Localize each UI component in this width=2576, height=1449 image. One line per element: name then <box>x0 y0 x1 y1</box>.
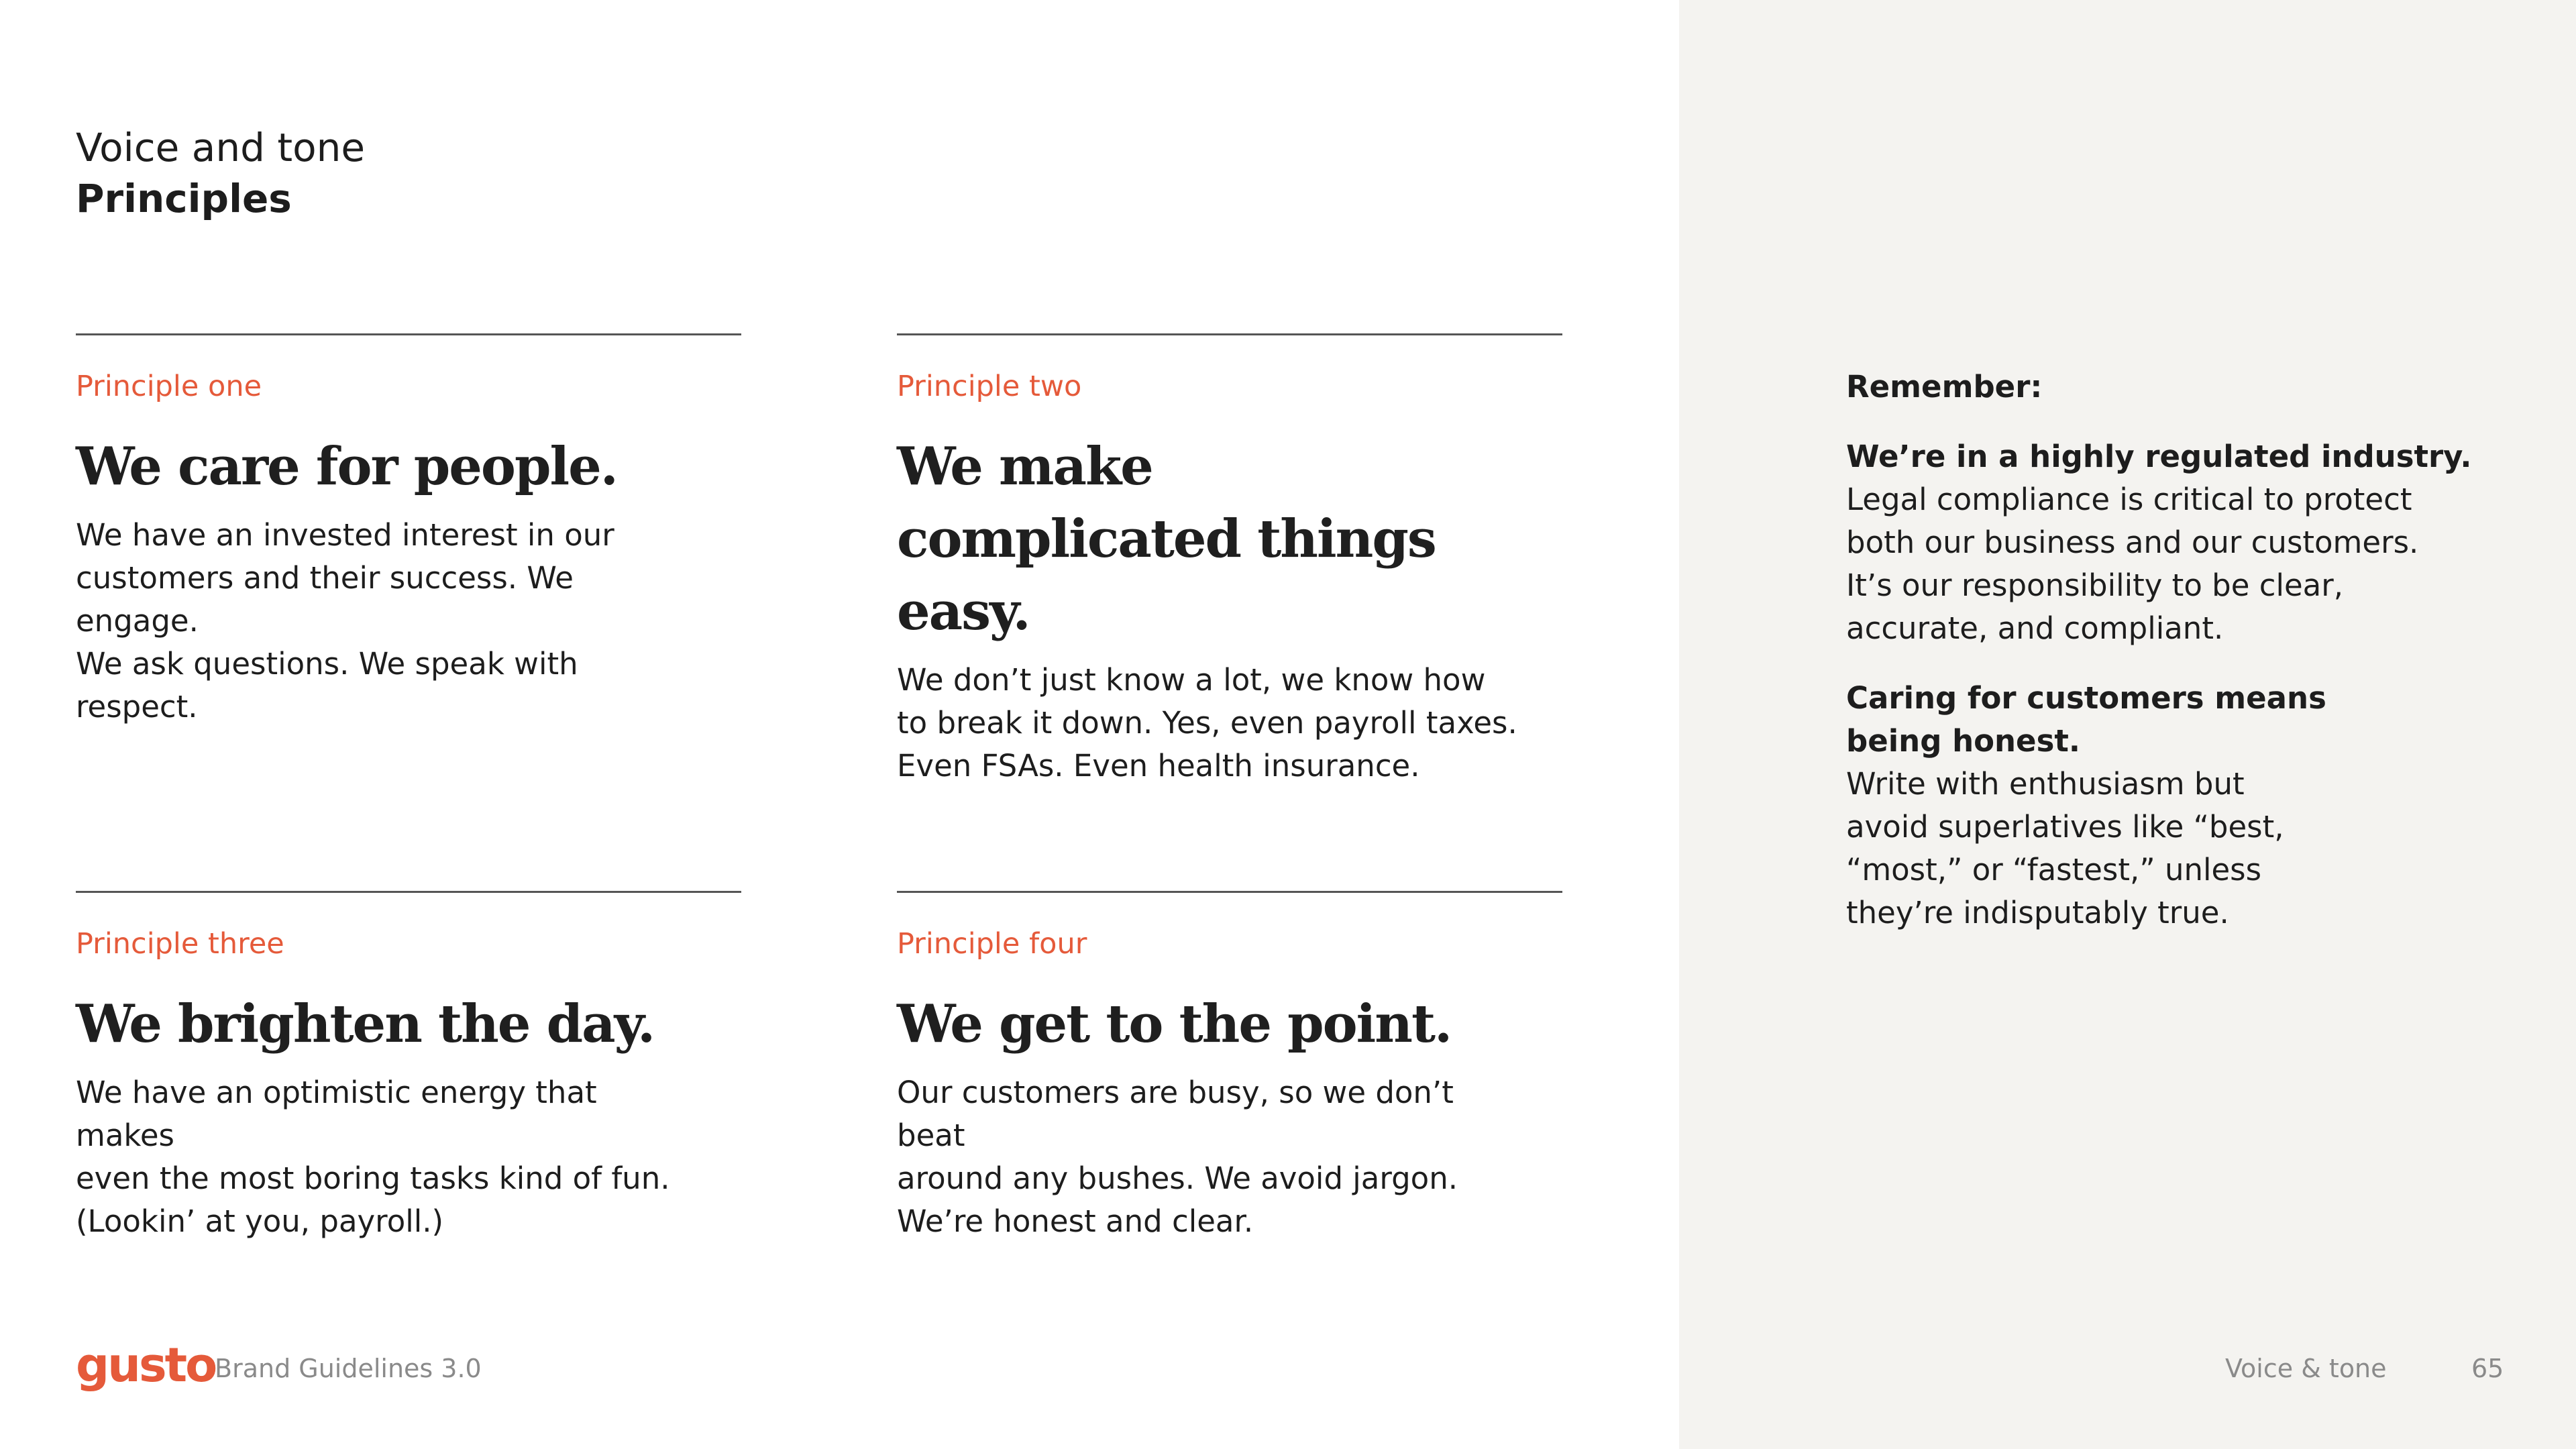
principle-body: We don’t just know a lot, we know how to break it down. Yes, even payroll taxes. Even FSAs. Even health insurance. <box>897 662 1517 784</box>
page-number: 65 <box>2471 1354 2504 1383</box>
principle-card-one <box>76 333 741 729</box>
divider <box>897 333 1562 335</box>
remember-notes <box>1846 366 2490 961</box>
note-heading: We’re in a highly regulated industry. <box>1846 439 2472 474</box>
note-heading: Caring for customers means being honest. <box>1846 680 2326 759</box>
remember-title: Remember: <box>1846 369 2043 405</box>
divider <box>897 891 1562 893</box>
divider <box>76 333 741 335</box>
principle-card-two <box>897 333 1562 788</box>
principle-headline: We care for people. <box>76 436 617 497</box>
footer-brand-label: Brand Guidelines 3.0 <box>215 1354 482 1383</box>
section-title: Voice and tone <box>76 125 366 170</box>
note-text: Write with enthusiasm but avoid superlatives like “best, “most,” or “fastest,” unless they’re indisputably true. <box>1846 766 2284 930</box>
principle-label: Principle one <box>76 370 262 403</box>
gusto-logo: gusto <box>76 1338 216 1393</box>
note-text: Legal compliance is critical to protect both our business and our customers. It’s our responsibility to be clear, accurate, and compliant. <box>1846 482 2419 646</box>
principle-label: Principle three <box>76 927 284 961</box>
remember-note-regulation <box>1846 435 2490 650</box>
principle-label: Principle two <box>897 370 1082 403</box>
footer-section-label: Voice & tone <box>2225 1354 2387 1383</box>
divider <box>76 891 741 893</box>
principle-card-three <box>76 891 741 1243</box>
principle-headline: We get to the point. <box>897 994 1452 1055</box>
principle-label: Principle four <box>897 927 1087 961</box>
principle-body: Our customers are busy, so we don’t beat around any bushes. We avoid jargon. We’re honest and clear. <box>897 1075 1458 1239</box>
principle-body: We have an optimistic energy that makes even the most boring tasks kind of fun. (Lookin’ at you, payroll.) <box>76 1075 670 1239</box>
principle-card-four <box>897 891 1562 1243</box>
remember-note-honesty <box>1846 677 2490 934</box>
principle-headline: We brighten the day. <box>76 994 655 1055</box>
section-subtitle: Principles <box>76 176 292 221</box>
principle-headline: We make complicated things easy. <box>897 436 1436 642</box>
principle-body: We have an invested interest in our customers and their success. We engage. We ask questions. We speak with respect. <box>76 517 614 724</box>
